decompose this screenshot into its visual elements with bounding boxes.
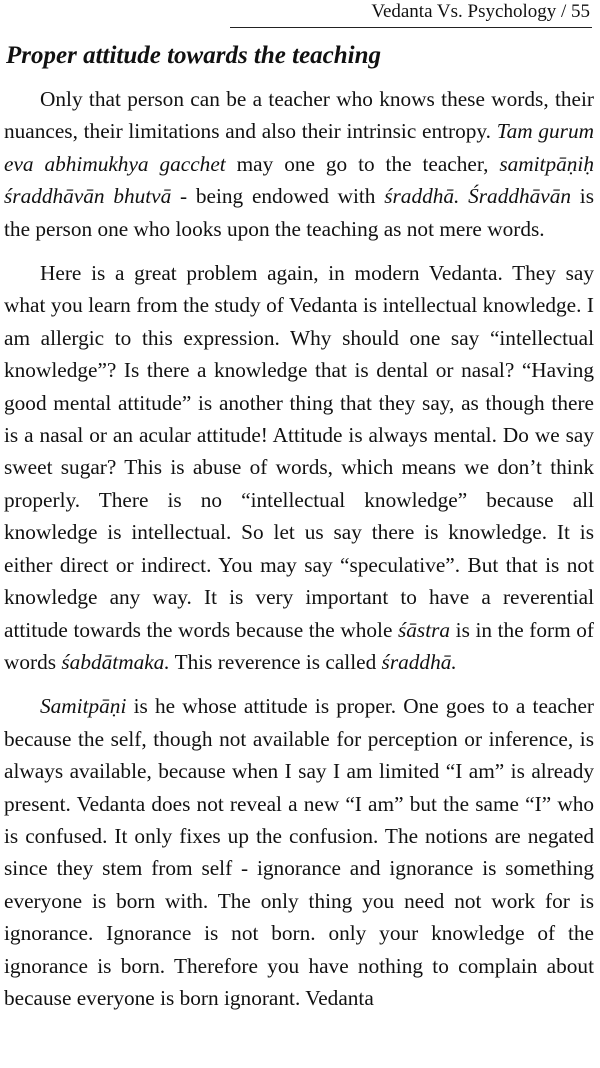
paragraph-2-text: Here is a great problem again, in modern Vedanta. They say what you learn from the study of Vedanta is intellectual knowledge. I am allergic to this expression. Why should one say “intellectual knowledge”? Is there a knowledge that is dental or nasal? “Having good mental attitude” is another thing that they say, as though there is a nasal or an acular attitude! Attitude is always mental. Do we say sweet sugar? This is abuse of words, which means we don’t think properly. There is no “intellectual knowledge” because all knowledge is intellectual. So let us say there is knowledge. It is either direct or indirect. You may say “speculative”. But that is not knowledge any way. It is very important to have a reverential attitude towards the words because the whole <box>4 261 594 642</box>
paragraph-1-text: may one go to the teacher, <box>225 151 500 176</box>
sanskrit-term: śraddhā. Śraddhāvān <box>384 184 572 209</box>
running-header: Vedanta Vs. Psychology / 55 <box>230 0 592 28</box>
paragraph-3-text: is he whose attitude is proper. One goes to a teacher because the self, though not available for perception or inference, is always available, because when I say I am limited “I am” is already present. Vedanta does not reveal a new “I am” but the same “I” who is confused. It only fixes up the confusion. The notions are negated since they stem from self - ignorance and ignorance is something everyone is born with. The only thing you need not work for is ignorance. Ignorance is not born. only your knowledge of the ignorance is born. Therefore you have nothing to complain about because everyone is born ignorant. Vedanta <box>4 694 594 1010</box>
section-title: Proper attitude towards the teaching <box>6 42 382 69</box>
sanskrit-quote: samitpāṇiḥ śraddhāvān bhutvā <box>4 151 594 209</box>
sanskrit-term: Samitpāṇi <box>40 694 127 719</box>
sanskrit-quote: Tam gurum eva abhimukhya gacchet <box>4 119 594 176</box>
sanskrit-term: śraddhā. <box>381 649 457 674</box>
body-text <box>4 83 594 1014</box>
paragraph-2-text: is in the form of words <box>4 617 594 674</box>
paragraph-1-text: is the person one who looks upon the teaching as not mere words. <box>4 184 595 241</box>
paragraph-1 <box>4 83 594 245</box>
paragraph-3 <box>4 690 594 1014</box>
sanskrit-term: śāstra <box>398 617 451 642</box>
sanskrit-term: śabdātmaka. <box>61 649 170 674</box>
paragraph-1-text: Only that person can be a teacher who knows these words, their nuances, their limitations and also their intrinsic entropy. <box>4 87 594 144</box>
paragraph-2 <box>4 257 594 678</box>
paragraph-1-text: - being endowed with <box>171 184 385 209</box>
paragraph-2-text: This reverence is called <box>169 649 382 674</box>
